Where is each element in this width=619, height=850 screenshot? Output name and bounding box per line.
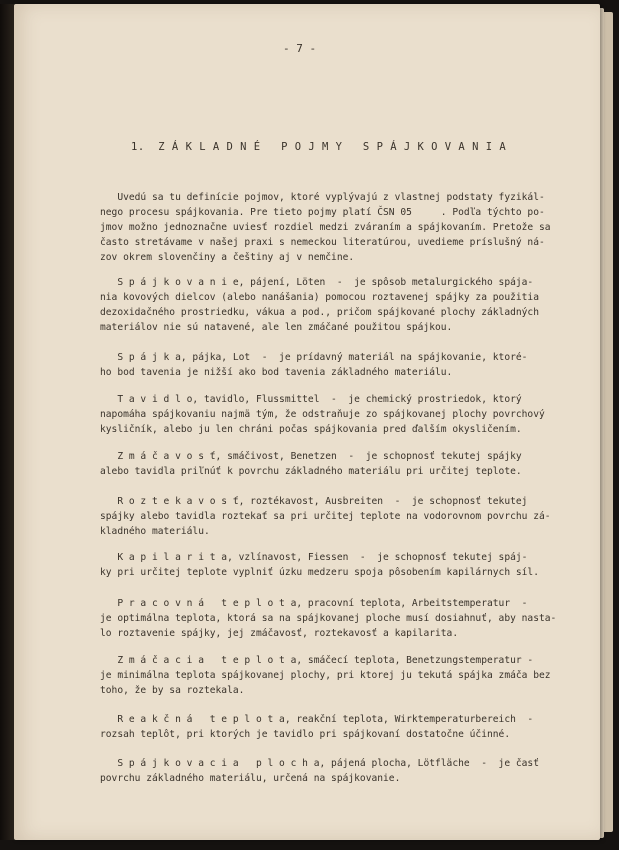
paragraph-reakcna-teplota xyxy=(100,712,533,742)
paragraph-line: P r a c o v n á t e p l o t a, pracovní teplota, Arbeitstemperatur - xyxy=(100,598,528,609)
paragraph-line: R e a k č n á t e p l o t a, reakční teplota, Wirktemperaturbereich - xyxy=(100,714,534,725)
paragraph-line: jmov možno jednoznačne uviesť rozdiel medzi zváraním a spájkovaním. Pretože sa xyxy=(100,222,551,233)
paragraph-line: ky pri určitej teplote vyplniť úzku medzeru spoja pôsobením kapilárnych síl. xyxy=(100,567,539,578)
paragraph-tavidlo xyxy=(100,392,545,437)
paragraph-line: K a p i l a r i t a, vzlínavost, Fiessen - je schopnosť tekutej spáj- xyxy=(100,552,528,563)
paragraph-line: zov okrem slovenčiny a češtiny aj v nemčine. xyxy=(100,252,355,263)
paragraph-line: dezoxidačného prostriedku, vákua a pod., pričom spájkované plochy základných xyxy=(100,307,539,318)
paragraph-line: nego procesu spájkovania. Pre tieto pojmy platí ČSN 05 . Podľa týchto po- xyxy=(100,207,545,218)
paragraph-spajkovacia-plocha xyxy=(100,756,539,786)
paragraph-pracovna-teplota xyxy=(100,596,556,641)
paragraph-line: rozsah teplôt, pri ktorých je tavidlo pri spájkovaní dostatočne účinné. xyxy=(100,729,511,740)
page-number: - 7 - xyxy=(283,42,317,55)
paragraph-line: kysličník, alebo ju len chráni počas spájkovania pred ďalším okysličením. xyxy=(100,424,522,435)
paragraph-line: Z m á č a v o s ť, smáčivost, Benetzen - je schopnosť tekutej spájky xyxy=(100,451,522,462)
paragraph-line: R o z t e k a v o s ť, roztékavost, Ausbreiten - je schopnosť tekutej xyxy=(100,496,528,507)
paragraph-line: S p á j k a, pájka, Lot - je prídavný materiál na spájkovanie, ktoré- xyxy=(100,352,528,363)
paragraph-line: je optimálna teplota, ktorá sa na spájkovanej ploche musí dosiahnuť, aby nasta- xyxy=(100,613,557,624)
paragraph-line: často stretávame v našej praxi s nemeckou literatúrou, uvedieme príslušný ná- xyxy=(100,237,545,248)
paragraph-line: je minimálna teplota spájkovanej plochy, pri ktorej ju tekutá spájka zmáča bez xyxy=(100,670,551,681)
section-heading: 1. Z Á K L A D N É P O J M Y S P Á J K O V A N I A xyxy=(131,141,507,153)
paragraph-line: kladného materiálu. xyxy=(100,526,210,537)
paragraph-line: nia kovových dielcov (alebo nanášania) pomocou roztavenej spájky za použitia xyxy=(100,292,539,303)
book-binding xyxy=(0,4,14,840)
paragraph-line: toho, že by sa roztekala. xyxy=(100,685,245,696)
paragraph-line: materiálov nie sú natavené, ale len zmáčané použitou spájkou. xyxy=(100,322,453,333)
paragraph-spajka xyxy=(100,350,527,380)
paragraph-spajkovanie xyxy=(100,275,539,335)
paragraph-line: ho bod tavenia je nižší ako bod tavenia základného materiálu. xyxy=(100,367,453,378)
paragraph-line: Uvedú sa tu definície pojmov, ktoré vyplývajú z vlastnej podstaty fyzikál- xyxy=(100,192,545,203)
paragraph-kapilarita xyxy=(100,550,539,580)
paragraph-line: T a v i d l o, tavidlo, Flussmittel - je chemický prostriedok, ktorý xyxy=(100,394,522,405)
paragraph-line: povrchu základného materiálu, určená na spájkovanie. xyxy=(100,773,401,784)
paragraph-line: S p á j k o v a n i e, pájení, Löten - je spôsob metalurgického spája- xyxy=(100,277,534,288)
paragraph-zmacacia-teplota xyxy=(100,653,551,698)
paragraph-line: Z m á č a c i a t e p l o t a, smáčecí teplota, Benetzungstemperatur - xyxy=(100,655,534,666)
paragraph-line: S p á j k o v a c i a p l o c h a, pájená plocha, Lötfläche - je časť xyxy=(100,758,539,769)
paragraph-line: napomáha spájkovaniu najmä tým, že odstraňuje zo spájkovanej plochy povrchový xyxy=(100,409,545,420)
paragraph-zmacavost xyxy=(100,449,522,479)
paragraph-roztekavost xyxy=(100,494,551,539)
paragraph-line: spájky alebo tavidla roztekať sa pri určitej teplote na vodorovnom povrchu zá- xyxy=(100,511,551,522)
paragraph-line: lo roztavenie spájky, jej zmáčavosť, roztekavosť a kapilarita. xyxy=(100,628,459,639)
paragraph-intro xyxy=(100,190,551,265)
paragraph-line: alebo tavidla priľnúť k povrchu základného materiálu pri určitej teplote. xyxy=(100,466,522,477)
